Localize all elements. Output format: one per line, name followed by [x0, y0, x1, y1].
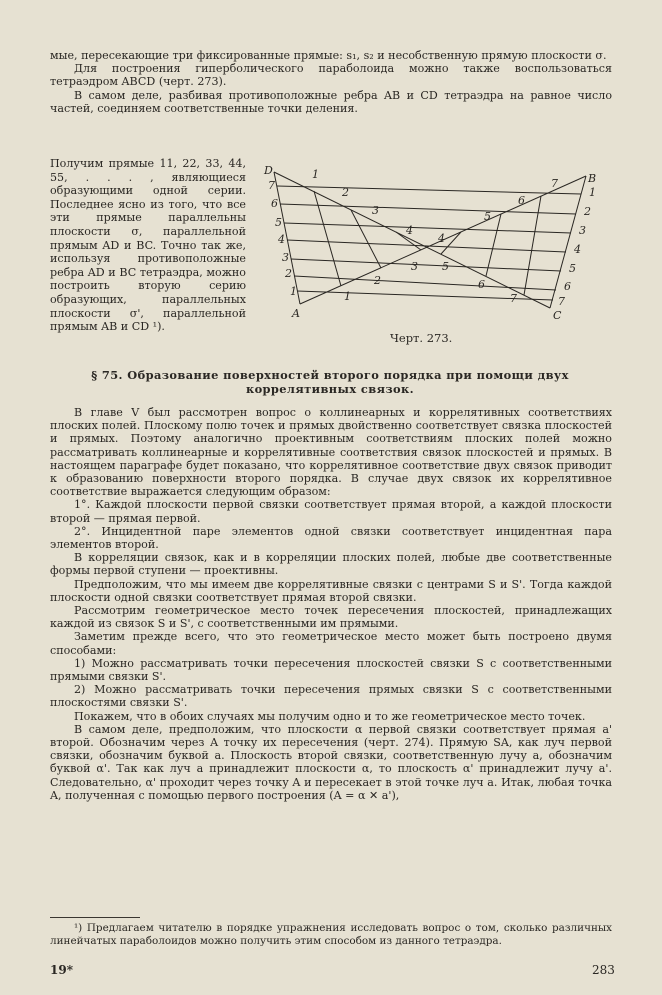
edge-number: 5 — [275, 216, 282, 229]
vertex-label-A: A — [292, 307, 300, 320]
edge-number: 7 — [510, 292, 517, 305]
footnote — [50, 922, 612, 947]
edge-number: 3 — [579, 224, 586, 237]
paragraph: Для построения гиперболического параболоида можно также воспользоваться тетраэдром ABCD (черт. 273). — [50, 62, 612, 89]
page-number: 283 — [592, 963, 615, 977]
paragraph: Предположим, что мы имеем две коррелятивные связки с центрами S и S'. Тогда каждой плоскости одной связки соответствует прямая второй связки. — [50, 577, 612, 604]
paragraph: Получим прямые 11, 22, 33, 44, 55, . . . , являющиеся образующими одной серии. Последнее ясно из того, что все эти прямые параллельны плоскости σ, параллельной прямым AD и BC. Точно так же, используя противоположные ребра AD и BC тетраэдра, можно построить вторую серию образующих, параллельных плоскости σ', параллельной прямым AB и CD ¹). — [50, 157, 246, 334]
vertex-label-C: C — [553, 309, 562, 322]
edge-number: 4 — [278, 233, 285, 246]
edge-number: 6 — [478, 278, 485, 291]
edge-number: 1 — [312, 168, 319, 181]
edge-number: 5 — [569, 262, 576, 275]
footnote-text: ¹) Предлагаем читателю в порядке упражнения исследовать вопрос о том, сколько различных линейчатых параболоидов можно получить этим способом из данного тетраэдра. — [50, 922, 612, 947]
paragraph: В корреляции связок, как и в корреляции плоских полей, любые две соответственные формы первой ступени — проективны. — [50, 551, 612, 578]
paragraph: 1) Можно рассматривать точки пересечения плоскостей связки S с соответственными прямыми связки S'. — [50, 656, 612, 684]
edge-number: 1 — [589, 186, 596, 199]
paragraph: 2°. Инцидентной паре элементов одной связки соответствует инцидентная пара элементов второй. — [50, 524, 612, 552]
edge-number: 4 — [406, 224, 413, 237]
edge-number: 3 — [372, 204, 379, 217]
footnote-divider — [50, 917, 140, 918]
left-column-text — [50, 157, 246, 334]
paragraph: мые, пересекающие три фиксированные прямые: s₁, s₂ и несобственную прямую плоскости σ. — [50, 49, 607, 62]
paragraph: 2) Можно рассматривать точки пересечения прямых связки S с соответственными плоскостями связки S'. — [50, 683, 612, 710]
paragraph: В самом деле, разбивая противоположные ребра AB и CD тетраэдра на равное число частей, соединяем соответственные точки деления. — [50, 88, 612, 115]
signature-mark: 19* — [50, 963, 73, 977]
main-text-block — [50, 406, 612, 802]
edge-number: 6 — [518, 194, 525, 207]
edge-number: 6 — [564, 280, 571, 293]
vertex-label-B: B — [588, 172, 597, 185]
edge-number: 4 — [438, 232, 445, 245]
edge-number: 7 — [551, 177, 558, 190]
edge-number: 5 — [442, 260, 449, 273]
edge-number: 2 — [374, 274, 381, 287]
paragraph: Покажем, что в обоих случаях мы получим одно и то же геометрическое место точек. — [74, 709, 586, 723]
edge-number: 2 — [342, 186, 349, 199]
paragraph: 1°. Каждой плоскости первой связки соответствует прямая второй, а каждой плоскости второй — прямая первой. — [50, 498, 612, 525]
edge-number: 2 — [584, 205, 591, 218]
paragraph: В главе V был рассмотрен вопрос о коллинеарных и коррелятивных соответствиях плоских полей. Плоскому полю точек и прямых двойственно соответствует связка плоскостей и прямых. Поэтому аналогично проективным соответствиям плоских полей можно рассматривать коллинеарные и коррелятивные соответствия связок плоскостей и прямых. В настоящем параграфе будет показано, что коррелятивное соответствие двух связок приводит к образованию поверхности второго порядка. В случае двух связок их коррелятивное соответствие выражается следующим образом: — [50, 406, 612, 499]
edge-number: 2 — [285, 267, 292, 280]
edge-number: 7 — [268, 179, 275, 192]
figure-caption: Черт. 273. — [390, 331, 453, 345]
tetrahedron-figure — [256, 156, 612, 346]
edge-number: 5 — [484, 210, 491, 223]
paragraph: В самом деле, предположим, что плоскости α первой связки соответствует прямая a' второй. Обозначим через A точку их пересечения (черт. 274). Прямую SA, как луч первой связки, обозначим буквой a. Плоскость второй связки, соответственную лучу a, обозначим буквой α'. Так как луч a принадлежит плоскости α, то плоскость α' принадлежит лучу a'. Следовательно, α' проходит через точку A и пересекает в этой точке луч a. Итак, любая точка A, полученная с помощью первого построения (A = α ✕ a'), — [50, 722, 612, 802]
edge-number: 6 — [271, 197, 278, 210]
top-text-block — [50, 49, 612, 115]
vertex-label-D: D — [264, 164, 273, 177]
paragraph: Заметим прежде всего, что это геометрическое место может быть построено двумя способами: — [50, 630, 612, 657]
edge-number: 3 — [411, 260, 418, 273]
edge-number: 4 — [574, 243, 581, 256]
edge-number: 7 — [558, 295, 565, 308]
edge-number: 3 — [282, 251, 289, 264]
paragraph: Рассмотрим геометрическое место точек пересечения плоскостей, принадлежащих каждой из связок S и S', с соответственными им прямыми. — [50, 604, 612, 631]
edge-number: 1 — [290, 285, 297, 298]
section-heading: § 75. Образование поверхностей второго порядка при помощи двух коррелятивных связок. — [91, 368, 569, 396]
edge-number: 1 — [344, 290, 351, 303]
